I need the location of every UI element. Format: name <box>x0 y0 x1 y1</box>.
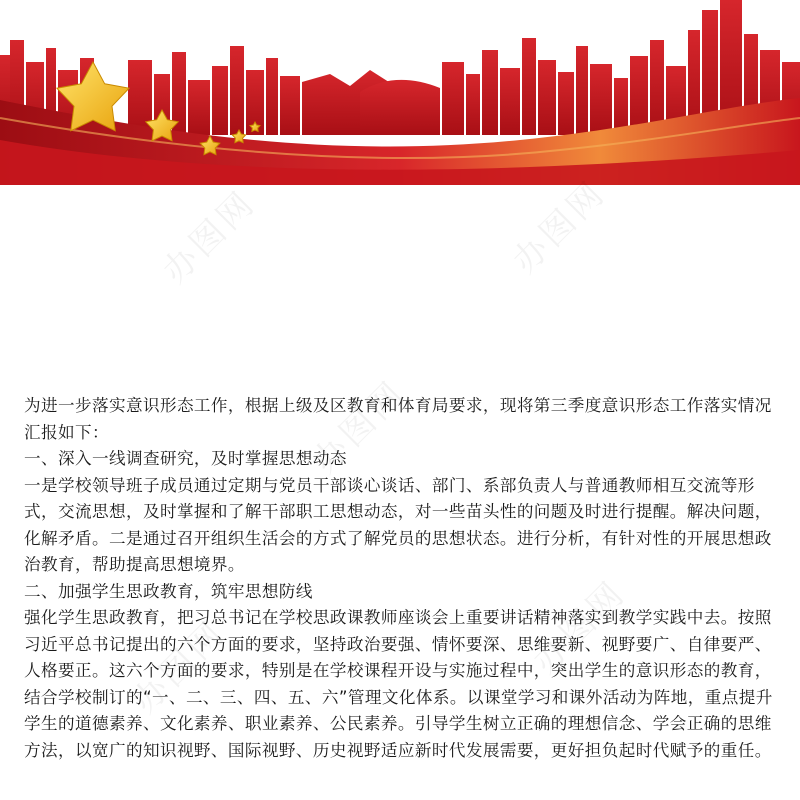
watermark: 办图网 <box>155 182 264 292</box>
watermark: 办图网 <box>125 612 234 722</box>
report-body <box>24 393 784 764</box>
intro-paragraph: 为进一步落实意识形态工作，根据上级及区教育和体育局要求，现将第三季度意识形态工作落实情况汇报如下： <box>24 396 772 442</box>
body-paragraph: 一是学校领导班子成员通过定期与党员干部谈心谈话、部门、系部负责人与普通教师相互交流等形式，交流思想，及时掌握和了解干部职工思想动态，对一些苗头性的问题及时进行提醒。解决问题，化解矛盾。二是通过召开组织生活会的方式了解党员的思想状态。进行分析，有针对性的开展思想政治教育，帮助提高思想境界。 <box>24 475 772 574</box>
header-banner <box>0 0 800 185</box>
body-paragraph: 强化学生思政教育，把习总书记在学校思政课教师座谈会上重要讲话精神落实到教学实践中去。按照习近平总书记提出的六个方面的要求，坚持政治要强、情怀要深、思维要新、视野要广、自律要严、人格要正。这六个方面的要求，特别是在学校课程开设与实施过程中，突出学生的意识形态的教育，结合学校制订的“一、二、三、四、五、六”管理文化体系。以课堂学习和课外活动为阵地，重点提升学生的道德素养、文化素养、职业素养、公民素养。引导学生树立正确的理想信念、学会正确的思维方法，以宽广的知识视野、国际视野、历史视野适应新时代发展需要，更好担负起时代赋予的重任。 <box>24 608 773 760</box>
watermark: 办图网 <box>505 172 614 282</box>
section-heading: 一、深入一线调查研究，及时掌握思想动态 <box>24 449 347 468</box>
watermark: 办图网 <box>305 372 414 482</box>
city-skyline <box>0 0 800 135</box>
watermark: 办图网 <box>525 572 634 682</box>
section-heading: 二、加强学生思政教育，筑牢思想防线 <box>24 581 313 601</box>
